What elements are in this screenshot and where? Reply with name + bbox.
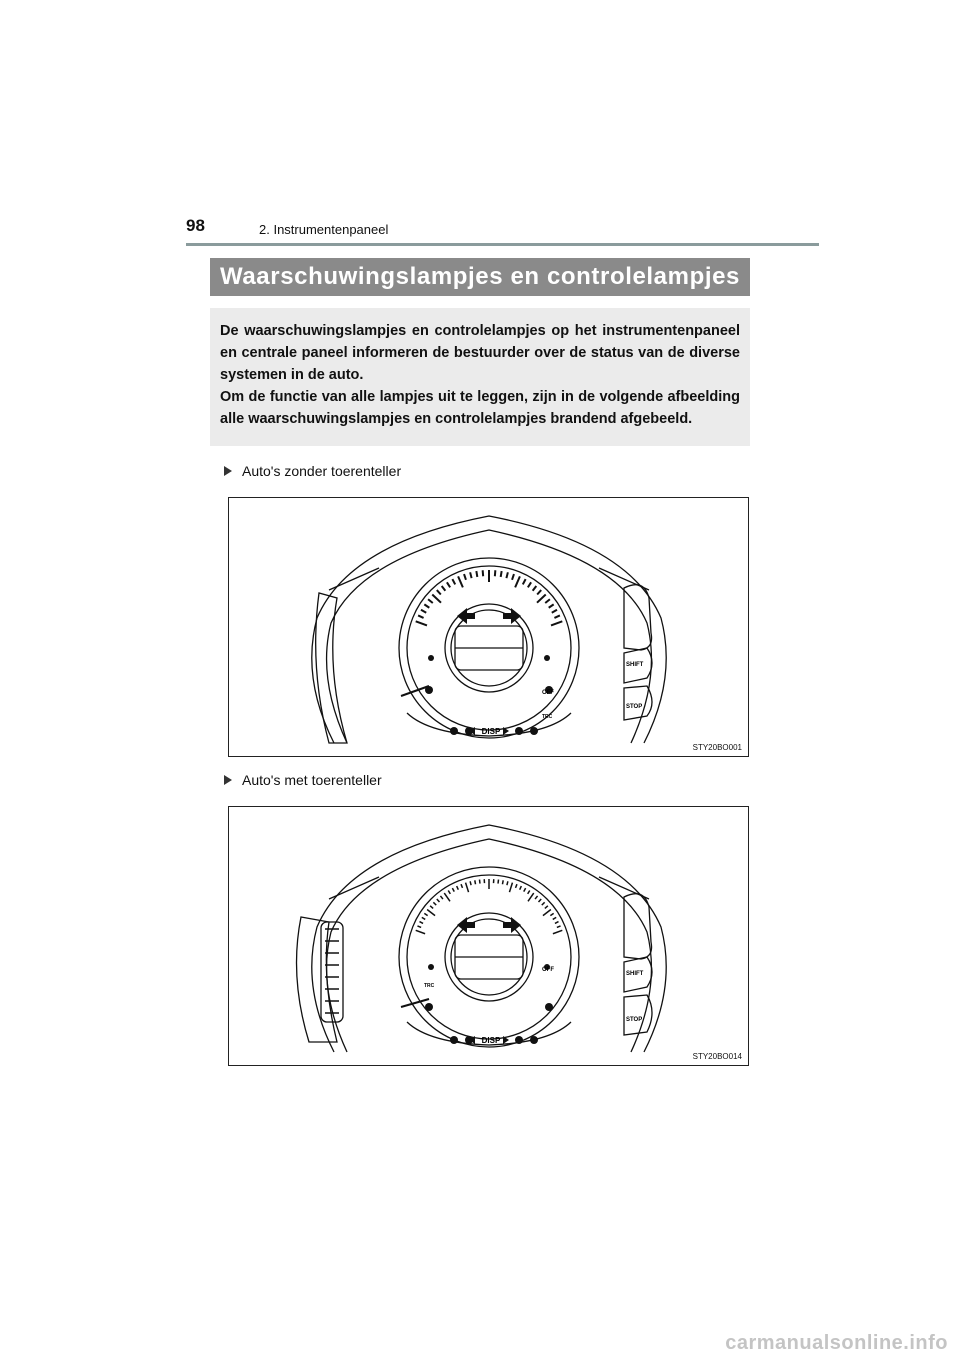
tick-mark — [550, 913, 553, 915]
tick-mark — [512, 574, 514, 580]
tick-mark — [470, 572, 471, 578]
tick-mark — [528, 893, 534, 901]
tick-mark — [424, 604, 429, 607]
figure-caption-1 — [224, 463, 401, 479]
intro-paragraph-1: De waarschuwingslampjes en controlelampjes op het instrumentenpaneel en centrale paneel informeren de bestuurder over de status van de diverse systemen in de auto. — [220, 323, 740, 383]
section-title: Waarschuwingslampjes en controlelampjes — [210, 258, 750, 296]
tick-mark — [515, 576, 520, 587]
tick-mark — [464, 574, 466, 580]
tick-mark — [457, 886, 459, 890]
tick-mark — [440, 896, 442, 899]
tick-mark — [542, 902, 545, 905]
tick-mark — [421, 610, 426, 613]
tick-mark — [475, 880, 476, 884]
tick-mark — [552, 610, 557, 613]
tick-mark — [432, 594, 441, 602]
tick-mark — [523, 579, 526, 584]
tick-mark — [502, 880, 503, 884]
tick-mark — [444, 893, 450, 901]
tick-mark — [549, 604, 554, 607]
figure-caption-2 — [224, 772, 382, 788]
watermark: carmanualsonline.info — [725, 1332, 948, 1354]
speed-ticks — [416, 570, 563, 625]
tick-mark — [554, 615, 559, 618]
tick-mark — [539, 899, 542, 902]
bullet-triangle-icon — [224, 775, 232, 785]
tick-mark — [528, 890, 530, 893]
tick-mark — [545, 599, 550, 603]
tick-mark — [416, 930, 425, 933]
tick-mark — [506, 572, 507, 578]
tick-mark — [516, 884, 517, 888]
tick-mark — [545, 906, 548, 909]
tick-mark — [466, 883, 469, 893]
tick-mark — [430, 906, 433, 909]
tick-mark — [427, 910, 435, 916]
intro-paragraph-2: Om de functie van alle lampjes uit te leggen, zijn in de volgende afbeelding alle waarschuwingslampjes en controlelampjes brandend afgebeeld. — [220, 389, 740, 427]
shift-label: SHIFT — [626, 971, 644, 977]
tick-mark — [447, 582, 450, 587]
instrument-figure-2 — [228, 806, 749, 1066]
disp-label: DISP — [481, 1036, 501, 1045]
stop-label: STOP — [626, 1017, 643, 1023]
tick-mark — [555, 922, 559, 924]
tick-mark — [420, 922, 424, 924]
tick-mark — [470, 881, 471, 885]
tick-mark — [461, 884, 462, 888]
bullet-triangle-icon — [224, 466, 232, 476]
tick-mark — [416, 621, 427, 625]
intro-box — [210, 308, 750, 446]
needle — [401, 999, 429, 1007]
tick-mark — [551, 621, 562, 625]
tick-mark — [417, 926, 421, 928]
cluster-illustration-2 — [229, 807, 750, 1067]
disp-label: DISP — [481, 727, 501, 736]
stop-label: STOP — [626, 704, 643, 710]
tick-mark — [557, 926, 561, 928]
tick-mark — [553, 930, 562, 933]
off-label: OFF — [542, 967, 554, 973]
tick-mark — [458, 576, 463, 587]
cluster-illustration-1 — [229, 498, 750, 758]
tick-mark — [537, 590, 541, 594]
tick-mark — [433, 902, 436, 905]
off-label: OFF — [542, 690, 554, 696]
figure-code: STY20BO014 — [692, 1052, 742, 1061]
caption-text: Auto's met toerenteller — [242, 772, 382, 788]
tick-mark — [543, 910, 551, 916]
tick-mark — [442, 586, 446, 591]
tick-mark — [501, 571, 502, 577]
tick-mark — [437, 899, 440, 902]
needle — [401, 686, 429, 696]
tick-mark — [452, 579, 455, 584]
tick-mark — [535, 896, 537, 899]
speed-ticks — [416, 879, 563, 934]
tick-mark — [424, 913, 427, 915]
tick-mark — [476, 571, 477, 577]
figure-code: STY20BO001 — [692, 743, 742, 752]
tick-mark — [537, 594, 546, 602]
tick-mark — [418, 615, 423, 618]
tick-mark — [437, 590, 441, 594]
tick-mark — [448, 890, 450, 893]
page-number: 98 — [186, 216, 205, 235]
tick-mark — [533, 586, 537, 591]
trc-label: TRC — [424, 983, 435, 989]
tick-mark — [553, 917, 556, 919]
instrument-figure-1 — [228, 497, 749, 757]
tick-mark — [428, 599, 433, 603]
trc-label: TRC — [542, 714, 553, 720]
tick-mark — [528, 582, 531, 587]
tick-mark — [524, 888, 526, 892]
shift-label: SHIFT — [626, 662, 644, 668]
caption-text: Auto's zonder toerenteller — [242, 463, 402, 479]
tick-mark — [520, 886, 522, 890]
header-rule — [186, 243, 819, 246]
chapter-title: 2. Instrumentenpaneel — [259, 222, 389, 237]
tick-mark — [507, 881, 508, 885]
tick-mark — [509, 883, 512, 893]
tick-mark — [452, 888, 454, 892]
tick-mark — [422, 917, 425, 919]
